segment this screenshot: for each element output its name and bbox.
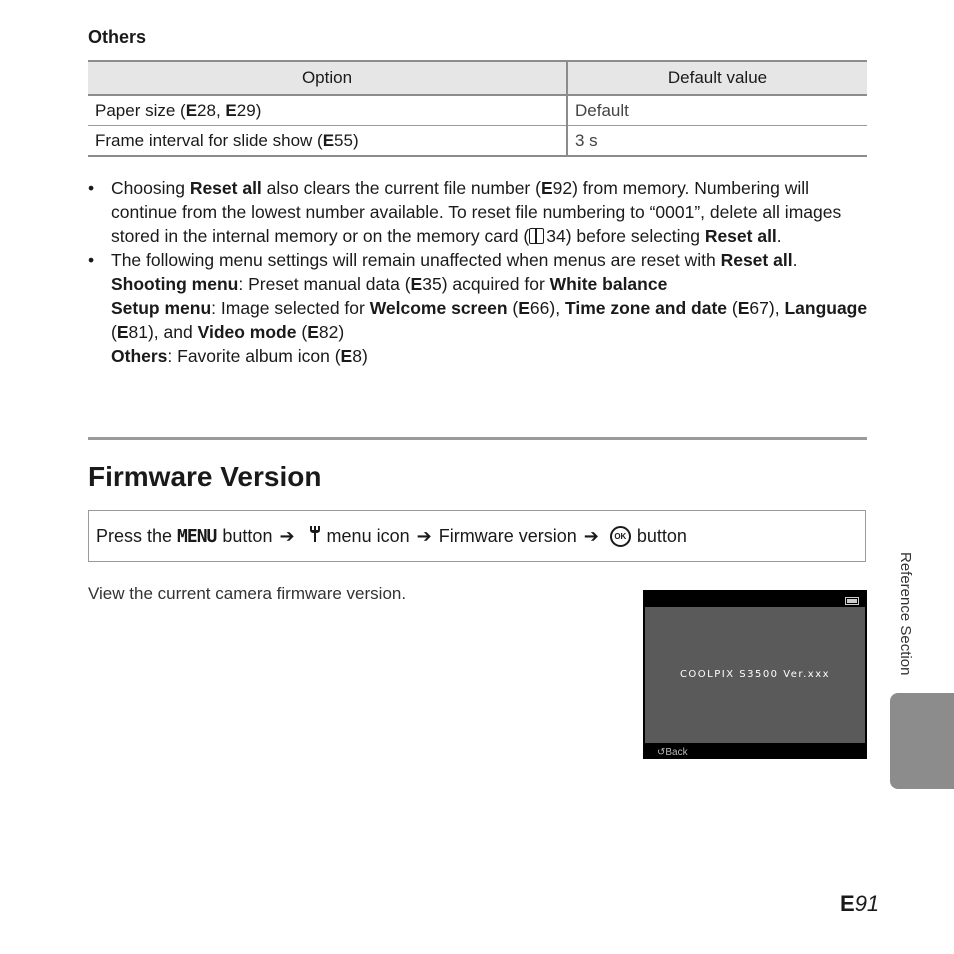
section-heading: Others <box>88 27 147 47</box>
firmware-version-text: COOLPIX S3500 Ver.xxx <box>679 669 831 680</box>
ok-button-icon: OK <box>610 526 631 547</box>
table-cell-option: Paper size (E 28, E 29) <box>88 95 567 126</box>
table-header-default: Default value <box>567 61 867 95</box>
manual-book-icon <box>529 228 544 244</box>
reference-icon: E <box>737 298 748 318</box>
table-row <box>88 95 867 126</box>
arrow-right-icon: ➔ <box>583 525 599 546</box>
table-header-option: Option <box>88 61 567 95</box>
bullet-dot: • <box>88 250 95 270</box>
reference-icon: E <box>116 322 127 342</box>
page-title: Firmware Version <box>88 461 322 492</box>
table-cell-option: Frame interval for slide show (E 55) <box>88 126 567 157</box>
firmware-description: View the current camera firmware version. <box>88 584 407 603</box>
table-row <box>88 126 867 157</box>
default-values-table <box>88 60 867 157</box>
note-unaffected-settings: • The following menu settings will remain unaffected when menus are reset with Reset all. Shooting menu: Preset manual data (E 35) acquired for White balance Setup menu: Image selected for Welcome screen (E 66), Time zone and date (E 67), Language (E 81), and Video mode (E 82) Others: Favorite album icon (E 8) <box>88 250 868 366</box>
reference-section-tab <box>890 693 954 789</box>
section-divider <box>88 437 867 440</box>
reference-icon: E <box>518 298 528 318</box>
reference-icon: E <box>185 100 196 120</box>
table-cell-value: Default <box>567 95 867 126</box>
reference-icon: E <box>225 100 235 120</box>
camera-screen-illustration <box>643 590 867 759</box>
menu-button-icon: MENU <box>177 525 217 547</box>
setup-wrench-icon <box>307 525 323 548</box>
reference-icon: E <box>307 322 317 342</box>
camera-back-hint: ↺Back <box>657 747 688 758</box>
back-arrow-icon: ↺ <box>657 747 666 758</box>
table-header-row <box>88 61 867 95</box>
note-reset-file-number: • Choosing Reset all also clears the current file number (E 92) from memory. Numbering will continue from the lowest number available. To reset file numbering to “0001”, delete all images stored in the internal memory or on the memory card ( 34) before selecting Reset all. <box>88 178 842 246</box>
battery-icon <box>845 597 859 605</box>
page-number: E91 <box>840 891 880 916</box>
side-tab-label: Reference Section <box>897 552 914 676</box>
camera-screen-content <box>645 607 865 743</box>
reference-icon: E <box>540 178 551 198</box>
notes-list <box>88 176 878 368</box>
bullet-dot: • <box>88 178 95 198</box>
arrow-right-icon: ➔ <box>279 525 295 546</box>
table-cell-value: 3 s <box>567 126 867 157</box>
menu-path-box: Press the MENU button ➔ menu icon ➔ Firmware version ➔ OK button <box>88 510 866 562</box>
reference-icon: E <box>322 130 333 150</box>
reference-icon: E <box>410 274 421 294</box>
reference-icon: E <box>840 891 853 916</box>
arrow-right-icon: ➔ <box>416 525 432 546</box>
reference-icon: E <box>340 346 351 366</box>
